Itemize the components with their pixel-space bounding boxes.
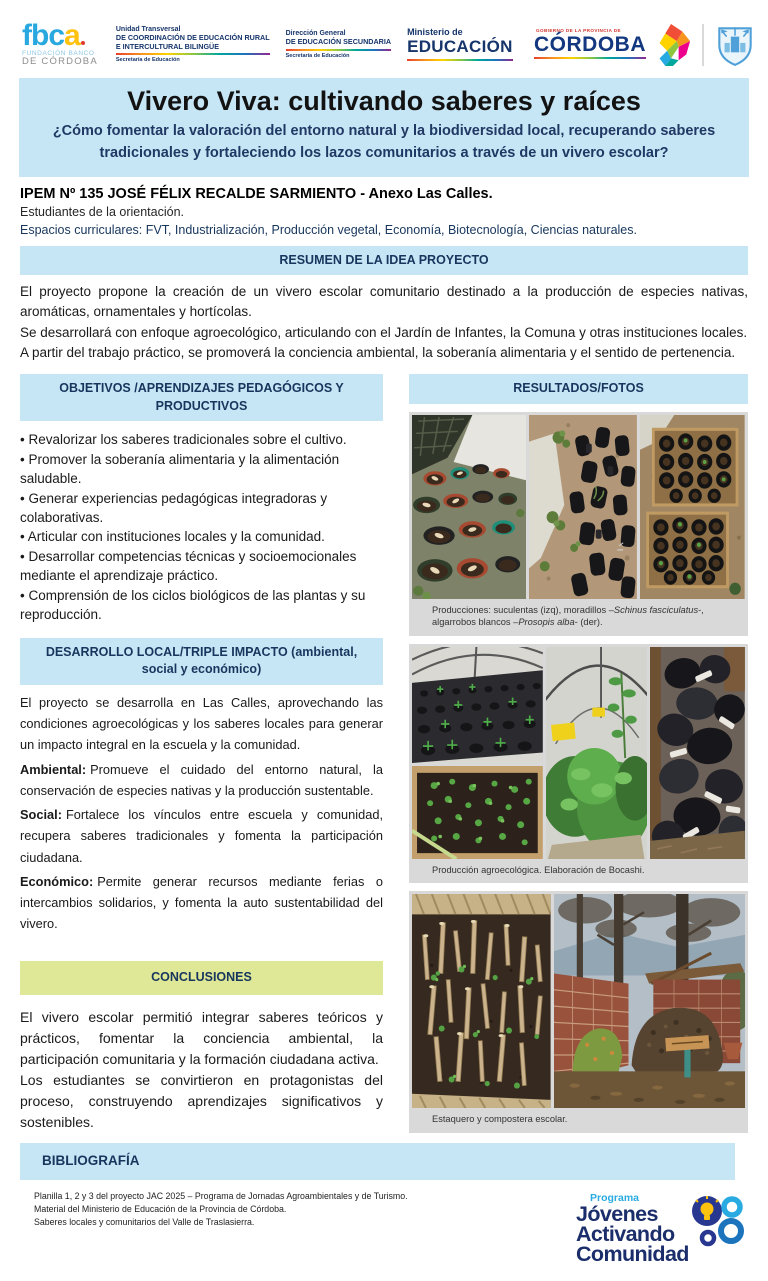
photo-algarrobo-crates [640,415,745,599]
cordoba-name: CÓRDOBA [534,32,646,56]
cordoba-map-icon [650,22,692,68]
bibliography-list [20,1190,408,1264]
page-title: Vivero Viva: cultivando saberes y raíces [127,86,641,116]
caption-text: Producciones: suculentas (izq), moradillos – [432,604,614,615]
school-curricular-spaces: Espacios curriculares: FVT, Industrialización, Producción vegetal, Economía, Biotecnología, Ciencias naturales. [20,222,637,237]
photo-moradillo-bags [529,415,637,599]
objective-item: • Articular con instituciones locales y la comunidad. [20,529,325,545]
photo-row [412,647,745,859]
photo-caption [412,1108,745,1130]
photo-succulent-pots [412,415,526,599]
school-name: IPEM Nº 135 JOSÉ FÉLIX RECALDE SARMIENTO - Anexo Las Calles. [20,185,493,202]
jac-programa-label: Programa [590,1191,640,1204]
caption-species-italic: Schinus fasciculatus [613,604,699,615]
jac-line-jovenes: Jóvenes [576,1201,658,1226]
photo-block-producciones [409,412,748,636]
direccion-general-logo [286,30,391,59]
impact-label: Económico: [20,873,94,889]
desarrollo-body [20,692,383,935]
direccion-secretaria: Secretaría de Educación [285,53,350,60]
jac-line-comunidad: Comunidad [576,1241,689,1266]
direccion-line1: Dirección General [285,30,346,38]
desarrollo-intro: El proyecto se desarrolla en Las Calles, aprovechando las condiciones agroecológicas y los saberes locales para generar un impacto integral en la escuela y la comunidad. [20,694,383,753]
caption-text: Producción agroecológica. Elaboración de Bocashi. [432,864,645,875]
resumen-paragraph: El proyecto propone la creación de un vivero escolar comunitario destinado a la producción de especies nativas, aromáticas, ornamentales y hortícolas. [20,284,748,320]
city-crest-icon [714,22,756,68]
photo-block-estaquero [409,891,748,1133]
content-columns [20,374,748,1133]
photo-compost-bins [554,894,745,1108]
conclusiones-body [20,1007,383,1133]
lightbulb-icon [686,1194,750,1258]
logo-divider [702,24,704,66]
photo-row [412,894,745,1108]
impact-label: Social: [20,807,62,823]
rainbow-bar [286,49,391,52]
objective-item: • Promover la soberanía alimentaria y la alimentación saludable. [20,451,340,486]
section-header-bibliografia: BIBLIOGRAFÍA [20,1143,735,1180]
unidad-secretaria: Secretaría de Educación [115,57,180,64]
rainbow-bar [116,53,270,56]
unidad-transversal-logo [116,26,270,63]
unidad-line2: DE COORDINACIÓN DE EDUCACIÓN RURAL [115,33,270,43]
desarrollo-item-economico [20,871,383,935]
jac-line-activando: Activando [576,1221,675,1246]
resumen-body [20,282,748,363]
school-students: Estudiantes de la orientación. [20,204,184,219]
photo-row [412,415,745,599]
direccion-line2: DE EDUCACIÓN SECUNDARIA [285,37,392,47]
impact-text: Promueve el cuidado del entorno natural, la conservación de especies nativas y la producción sustentable. [20,761,383,798]
header-logos [0,0,768,76]
fbca-word-yellow: a [64,19,80,53]
fbca-logo [22,19,98,68]
caption-species-italic: Prosopis alba [518,617,575,628]
photo-seedlings-box [412,766,543,859]
cordoba-gov-logo [534,22,756,68]
school-info [20,186,748,237]
ministerio-line1: Ministerio de [407,26,463,37]
cordoba-tagline: GOBIERNO DE LA PROVINCIA DE [536,27,621,33]
photo-seedling-trays [412,647,543,763]
title-block [19,78,749,177]
objective-item: • Generar experiencias pedagógicas integradoras y colaborativas. [20,490,328,525]
objectives-list [20,431,383,625]
cordoba-wordmark [534,29,646,61]
photo-cuttings-bed [412,894,551,1108]
fbca-red-dot-icon [81,41,85,45]
bibliography-item: Saberes locales y comunitarios del Valle de Traslasierra. [34,1217,255,1228]
ministerio-educacion-logo [407,27,513,63]
jac-program-logo [576,1190,744,1264]
section-header-objetivos: OBJETIVOS /APRENDIZAJES PEDAGÓGICOS Y PRODUCTIVOS [20,374,383,421]
desarrollo-item-social [20,804,383,868]
conclusiones-paragraph: Los estudiantes se convirtieron en protagonistas del proceso, construyendo aprendizajes significativos y sostenibles. [20,1071,383,1130]
fbca-sub2: DE CÓRDOBA [22,56,98,68]
impact-label: Ambiental: [20,761,87,777]
section-header-resultados: RESULTADOS/FOTOS [409,374,748,404]
objective-item: • Comprensión de los ciclos biológicos de las plantas y su reproducción. [20,588,366,623]
photo-caption [412,599,745,633]
ministerio-line2: EDUCACIÓN [407,37,513,57]
desarrollo-item-ambiental [20,759,383,801]
photo-block-produccion [409,644,748,884]
bibliography-item: Planilla 1, 2 y 3 del proyecto JAC 2025 – Programa de Jornadas Agroambientales y de Turismo. [34,1190,408,1201]
right-column [409,374,748,1133]
rainbow-bar [534,57,646,60]
caption-text: Estaquero y compostera escolar. [432,1114,568,1125]
photo-greenhouse-plants [546,647,647,859]
photo-bocashi-bags [650,647,745,859]
impact-text: Permite generar recursos mediante ferias o intercambios solidarios, y fomenta la auto sustentabilidad del vivero. [20,873,383,932]
footer-row [20,1190,748,1264]
resumen-paragraph: Se desarrollará con enfoque agroecológico, articulando con el Jardín de Infantes, la Comuna y otras instituciones locales. [20,324,748,340]
fbca-word-blue: fbc [22,19,64,53]
page-subtitle: ¿Cómo fomentar la valoración del entorno natural y la biodiversidad local, recuperando saberes tradicionales y fortaleciendo los lazos comunitarios a través de un vivero escolar? [52,123,716,161]
fbca-sub1: FUNDACIÓN BANCO [22,49,95,57]
conclusiones-paragraph: El vivero escolar permitió integrar saberes teóricos y prácticos, fomentar la conciencia ambiental, la participación comunitaria y la formación ciudadana activa. [20,1008,383,1067]
impact-text: Fortalece los vínculos entre escuela y comunidad, recupera saberes tradicionales y fomenta la participación ciudadana. [20,807,383,865]
unidad-line1: Unidad Transversal [115,26,181,34]
rainbow-bar [407,59,513,62]
objective-item: • Desarrollar competencias técnicas y socioemocionales mediante el aprendizaje práctico. [20,549,357,584]
photo-column [412,647,543,859]
section-header-desarrollo: DESARROLLO LOCAL/TRIPLE IMPACTO (ambiental, social y económico) [20,638,383,685]
objective-item: • Revalorizar los saberes tradicionales sobre el cultivo. [20,432,347,447]
bibliography-item: Material del Ministerio de Educación de la Provincia de Córdoba. [34,1204,287,1215]
section-header-resumen: RESUMEN DE LA IDEA PROYECTO [20,246,748,276]
caption-text: -, algarrobos blancos – [432,604,704,628]
section-header-conclusiones: CONCLUSIONES [20,961,383,995]
left-column [20,374,383,1133]
resumen-paragraph: A partir del trabajo práctico, se promoverá la conciencia ambiental, la soberanía alimentaria y el sentido de pertenencia. [20,344,736,360]
photo-caption [412,859,745,881]
caption-text: - (der). [574,617,603,628]
unidad-line3: E INTERCULTURAL BILINGÜE [115,41,220,51]
